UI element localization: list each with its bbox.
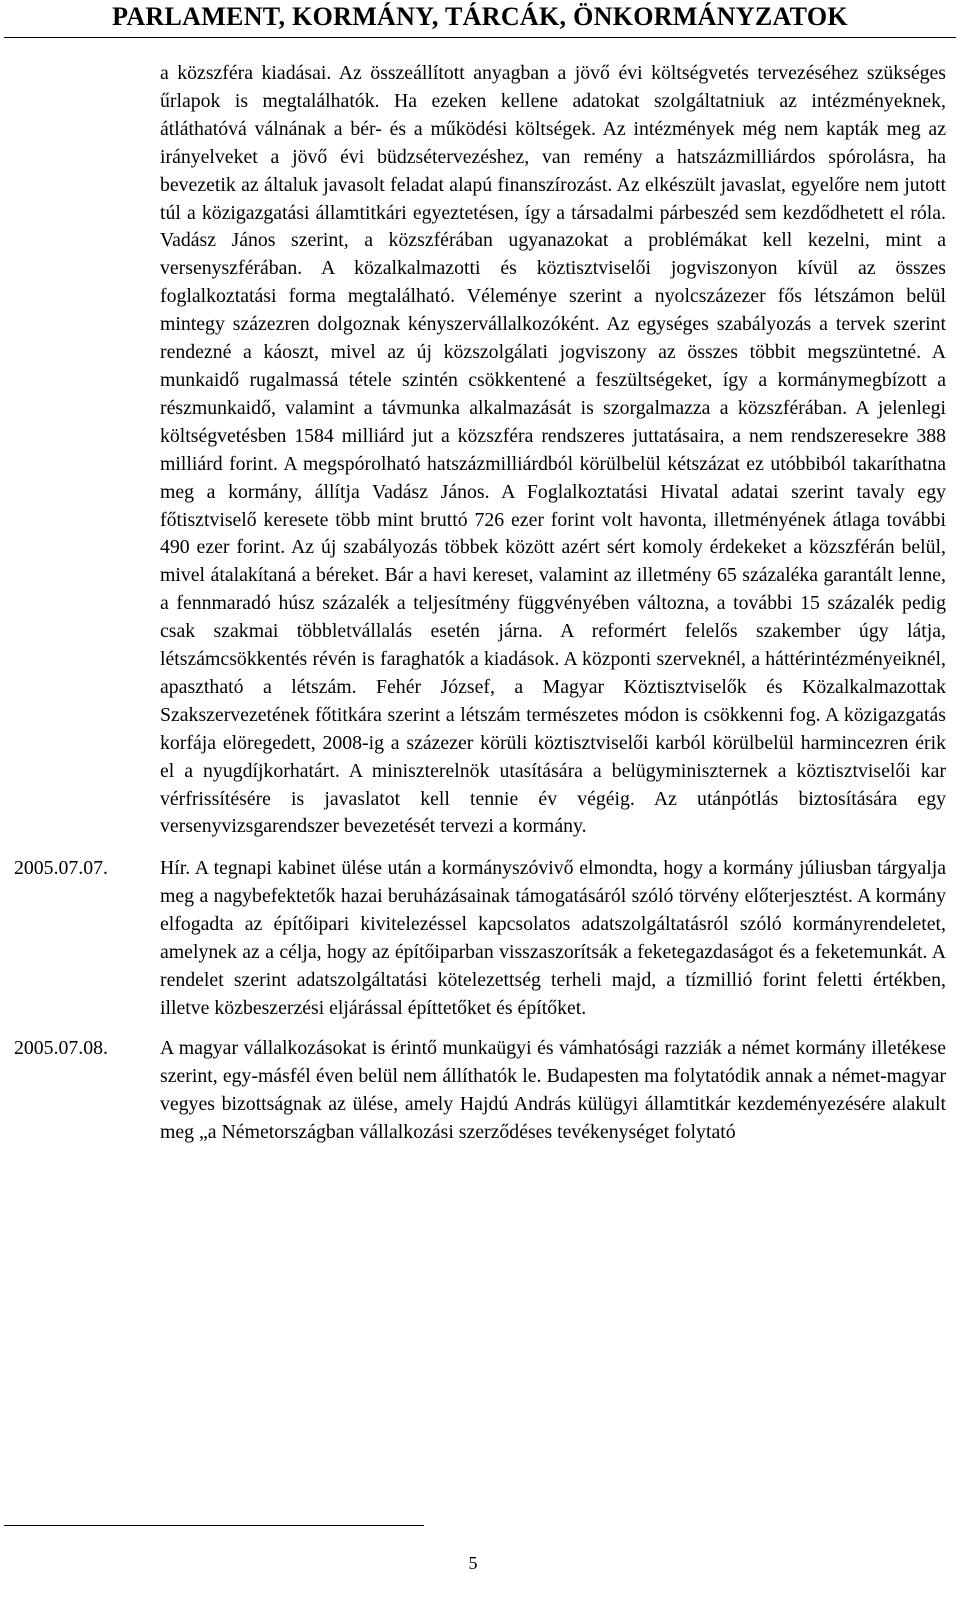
header-rule — [4, 37, 956, 38]
body-text — [0, 60, 960, 1146]
spacer — [0, 841, 960, 855]
continuation-paragraph: a közszféra kiadásai. Az összeállított anyagban a jövő évi költségvetés tervezéséhez szükséges űrlapok is megtalálhatók. Ha ezeken kellene adatokat szolgáltatniuk az intézményeknek, átláthatóvá válnának a bér- és a működési költségek. Az intézmények még nem kapták meg az irányelveket a jövő évi büdzsétervezéshez, van remény a hatszázmilliárdos spórolásra, ha bevezetik az általuk javasolt feladat alapú finanszírozást. Az elkészült javaslat, egyelőre nem jutott túl a közigazgatási államtitkári egyeztetésen, így a társadalmi párbeszéd sem kezdődhetett el róla. Vadász János szerint, a közszférában ugyanazokat a problémákat kell kezelni, mint a versenyszférában. A közalkalmazotti és köztisztviselői jogviszonyon kívül az összes foglalkoztatási forma megtalálható. Véleménye szerint a nyolcszázezer fős létszámon belül mintegy százezren dolgoznak kényszervállalkozóként. Az egységes szabályozás a tervek szerint rendezné a káoszt, mivel az új közszolgálati jogviszony az összes többit megszüntetné. A munkaidő rugalmassá tétele szintén csökkentené a feszültségeket, így a kormánymegbízott a részmunkaidő, valamint a távmunka alkalmazását is szorgalmazza a közszférában. A jelenlegi költségvetésben 1584 milliárd jut a közszféra rendszeres juttatásaira, a nem rendszeresekre 388 milliárd forint. A megspórolható hatszázmilliárdból körülbelül kétszázat ez utóbbiból takaríthatna meg a kormány, állítja Vadász János. A Foglalkoztatási Hivatal adatai szerint tavaly egy főtisztviselő keresete több mint bruttó 726 ezer forint volt havonta, illetményének átlaga további 490 ezer forint. Az új szabályozás többek között azért sért komoly érdekeket a közszférán belül, mivel átalakítaná a béreket. Bár a havi kereset, valamint az illetmény 65 százaléka garantált lenne, a fennmaradó húsz százalék a teljesítmény függvényében változna, a további 15 százalék pedig csak szakmai többletvállalás esetén járna. A reformért felelős szakember úgy látja, létszámcsökkentés révén is faraghatók a kiadások. A központi szerveknél, a háttérintézményeiknél, apasztható a létszám. Fehér József, a Magyar Köztisztviselők és Közalkalmazottak Szakszervezetének főtitkára szerint a létszám természetes módon is csökkenni fog. A közigazgatás korfája elöregedett, 2008-ig a százezer körüli köztisztviselői karból körülbelül harmincezren érik el a nyugdíjkorhatárt. A miniszterelnök utasítására a belügyminiszternek a köztisztviselői kar vérfrissítésére is javaslatot kell tennie év végéig. Az utánpótlás biztosítására egy versenyvizsgarendszer bevezetését tervezi a kormány. — [160, 62, 946, 838]
running-title: PARLAMENT, KORMÁNY, TÁRCÁK, ÖNKORMÁNYZATOK — [112, 2, 848, 31]
entry-paragraph: Hír. A tegnapi kabinet ülése után a kormányszóvivő elmondta, hogy a kormány júliusban tárgyalja meg a nagybefektetők hazai beruházásainak támogatásáról szóló törvény előterjesztést. A kormány elfogadta az építőipari kivitelezéssel kapcsolatos adatszolgáltatásról szóló kormányrendeletet, amelynek az a célja, hogy az építőiparban visszaszorítsák a feketegazdaságot és a feketemunkát. A rendelet szerint adatszolgáltatási kötelezettség terheli majd, a tízmillió forint feletti értékben, illetve közbeszerzési eljárással építtetőket és építőket. — [160, 857, 946, 1019]
entry-date: 2005.07.08. — [14, 1036, 108, 1059]
page-number: 5 — [468, 1553, 478, 1573]
entry-2005-07-08 — [0, 1035, 960, 1147]
entry-paragraph: A magyar vállalkozásokat is érintő munkaügyi és vámhatósági razziák a német kormány illetékese szerint, egy-másfél éven belül nem állíthatók le. Budapesten ma folytatódik annak a német-magyar vegyes bizottságnak az ülése, amely Hajdú András külügyi államtitkár kezdeményezésére alakult meg „a Németországban vállalkozási szerződéses tevékenységet folytató — [160, 1036, 946, 1143]
spacer — [0, 1023, 960, 1035]
continuation-block — [0, 60, 960, 841]
entry-date: 2005.07.07. — [14, 857, 108, 880]
footer-rule — [4, 1525, 424, 1526]
entry-2005-07-07 — [0, 855, 960, 1022]
